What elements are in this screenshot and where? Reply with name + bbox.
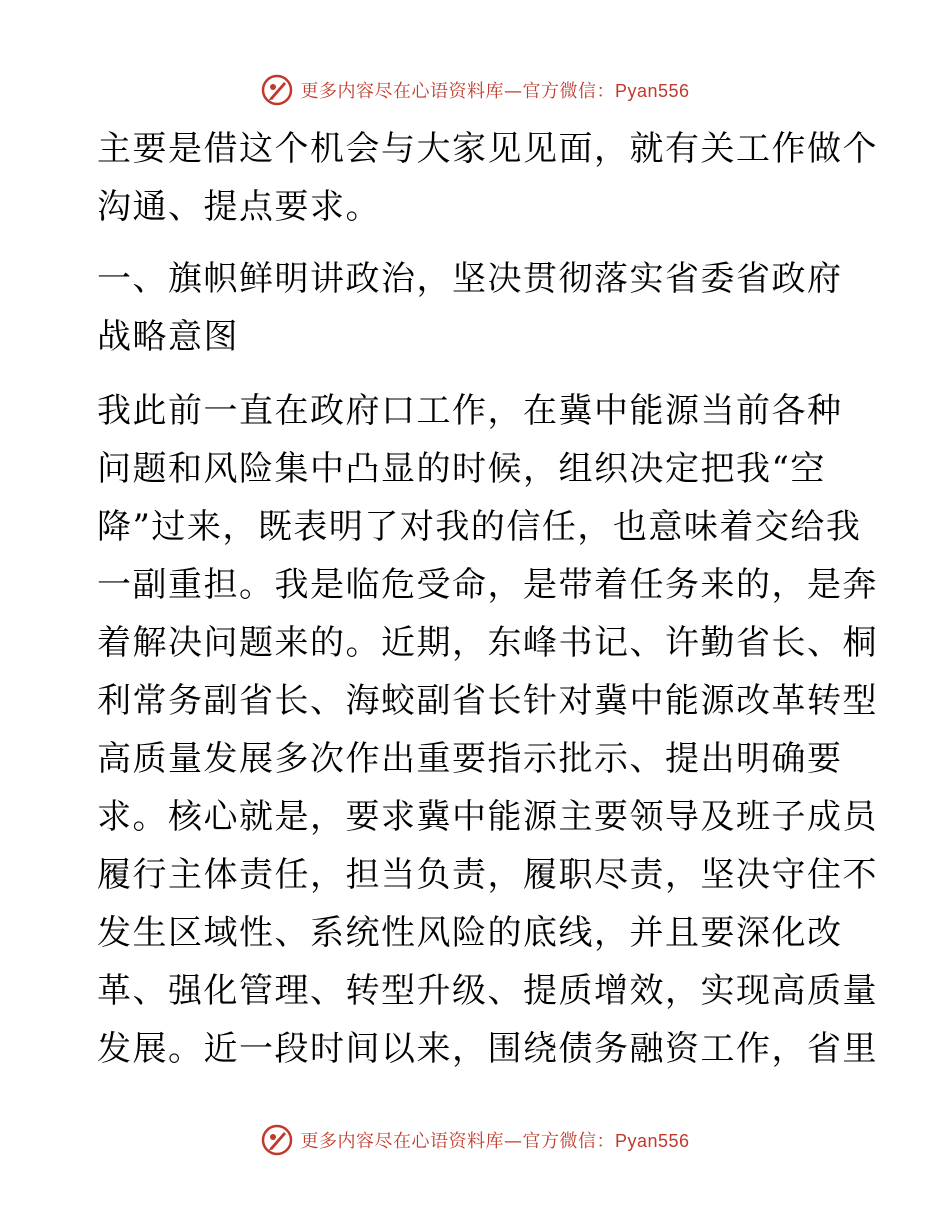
header-watermark (0, 70, 950, 110)
text-line: 我此前一直在政府口工作，在冀中能源当前各种 (97, 391, 843, 431)
text-line: 履行主体责任，担当负责，履职尽责，坚决守住不 (97, 855, 878, 895)
text-line: 发展。近一段时间以来，围绕债务融资工作，省里 (97, 1029, 878, 1069)
watermark-dash: — (503, 81, 523, 102)
watermark-main-text: 更多内容尽在心语资料库 (300, 1131, 504, 1152)
text-line: 着解决问题来的。近期，东峰书记、许勤省长、桐 (97, 623, 878, 663)
text-line: 革、强化管理、转型升级、提质增效，实现高质量 (97, 971, 878, 1011)
section-heading-line: 一、旗帜鲜明讲政治，坚决贯彻落实省委省政府 (97, 259, 843, 299)
quill-logo-icon (260, 73, 294, 107)
watermark-main-text: 更多内容尽在心语资料库 (300, 81, 504, 102)
text-line: 求。核心就是，要求冀中能源主要领导及班子成员 (97, 797, 878, 837)
text-line: 降”过来，既表明了对我的信任，也意味着交给我 (97, 507, 862, 547)
watermark-account: Pyan556 (614, 1131, 690, 1151)
text-line: 一副重担。我是临危受命，是带着任务来的，是奔 (97, 565, 878, 605)
watermark-account: Pyan556 (614, 81, 690, 101)
text-line: 沟通、提点要求。 (97, 187, 381, 227)
watermark-dash: — (503, 1131, 523, 1152)
footer-watermark (0, 1120, 950, 1160)
watermark-official-label: 官方微信： (522, 1131, 615, 1152)
text-line: 发生区域性、系统性风险的底线，并且要深化改 (97, 913, 843, 953)
quill-logo-icon (260, 1123, 294, 1157)
watermark-official-label: 官方微信： (522, 81, 615, 102)
text-line: 主要是借这个机会与大家见见面，就有关工作做个 (97, 129, 878, 169)
text-line: 利常务副省长、海蛟副省长针对冀中能源改革转型 (97, 681, 878, 721)
text-line: 问题和风险集中凸显的时候，组织决定把我“空 (97, 449, 826, 489)
text-line: 高质量发展多次作出重要指示批示、提出明确要 (97, 739, 843, 779)
section-heading-line: 战略意图 (97, 317, 239, 357)
